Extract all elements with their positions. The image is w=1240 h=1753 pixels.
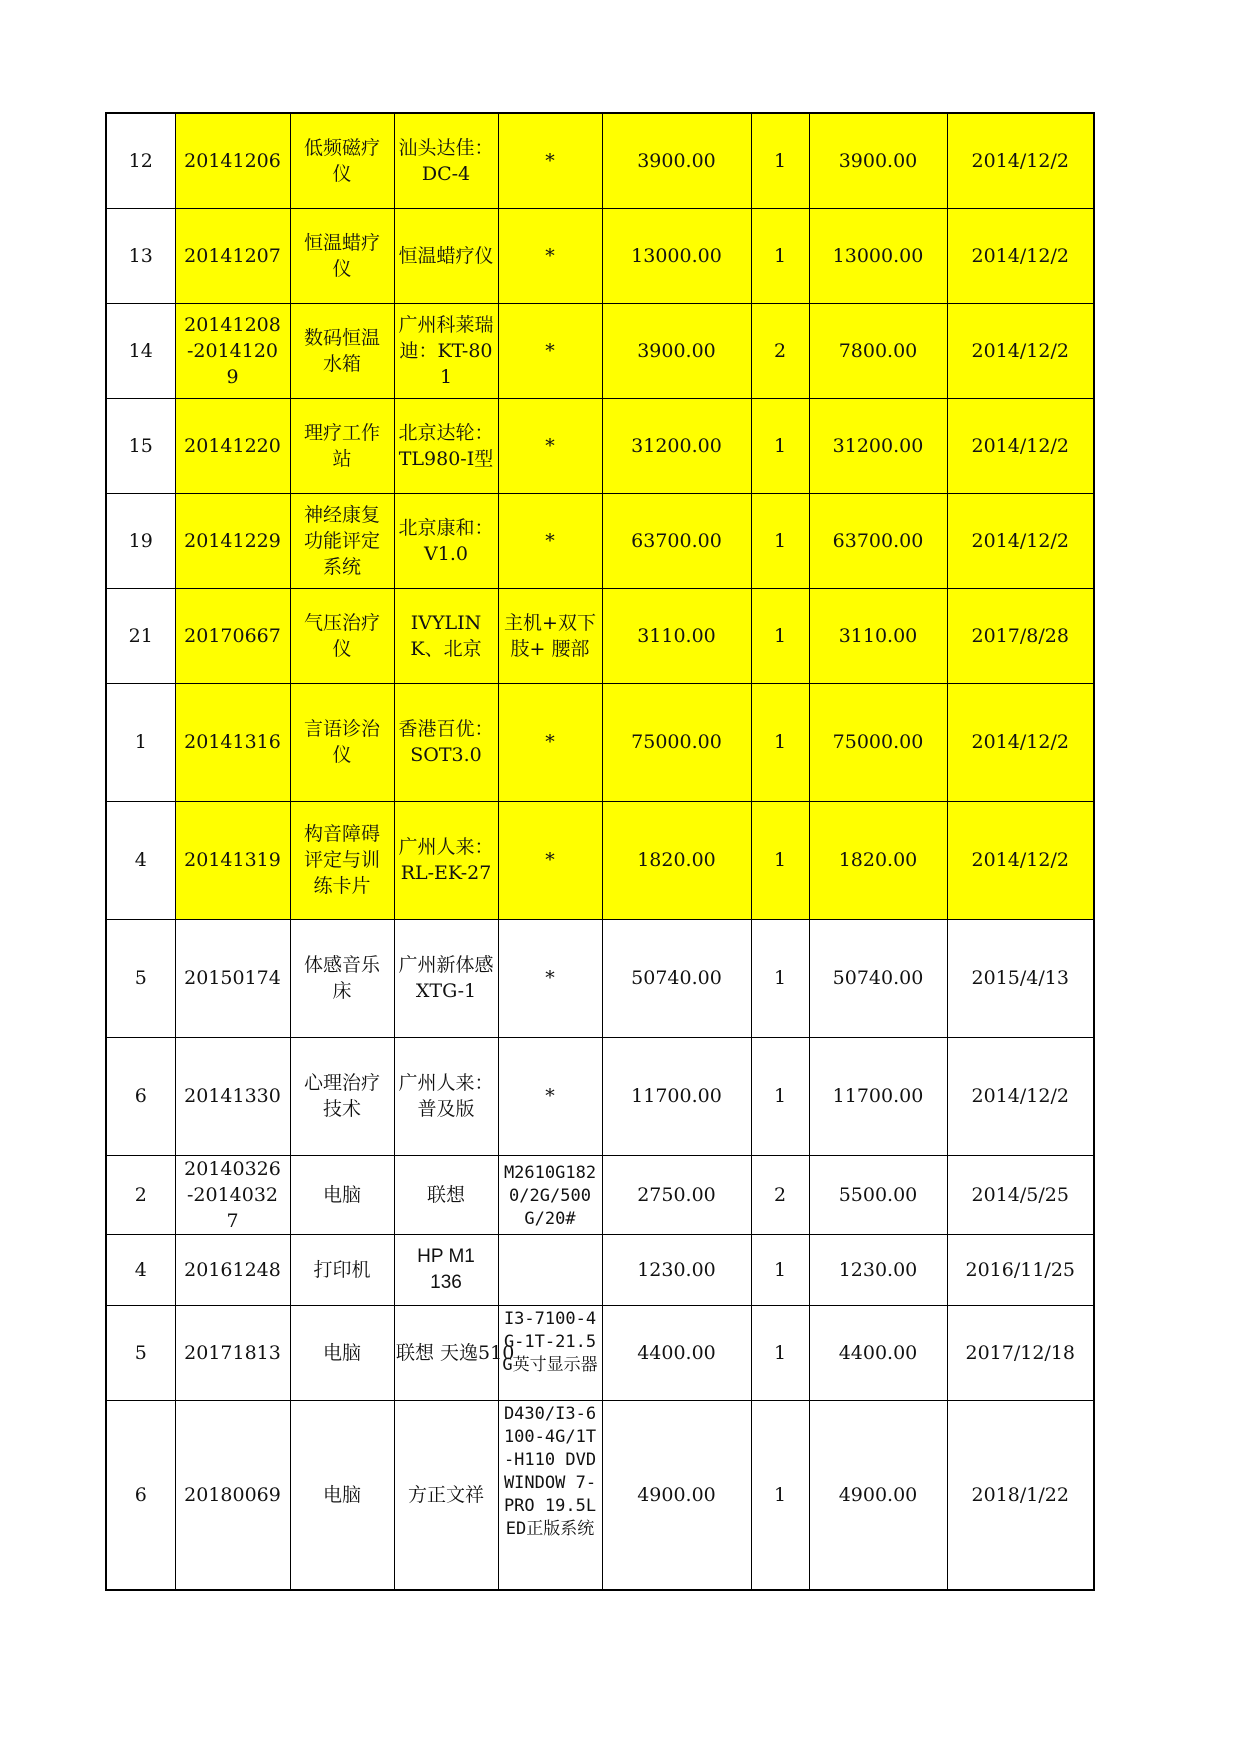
equipment-table xyxy=(105,112,1095,1591)
cell-qty: 2 xyxy=(751,1155,809,1234)
cell-spec: 主机+双下肢+ 腰部 xyxy=(498,588,602,683)
cell-date: 2014/12/2 xyxy=(947,683,1094,801)
cell-date: 2016/11/25 xyxy=(947,1234,1094,1305)
cell-no: 14 xyxy=(106,303,175,398)
cell-spec: * xyxy=(498,113,602,208)
cell-no: 2 xyxy=(106,1155,175,1234)
cell-no: 19 xyxy=(106,493,175,588)
cell-spec: M2610G1820/2G/500G/20# xyxy=(498,1155,602,1234)
cell-price: 63700.00 xyxy=(602,493,751,588)
cell-no: 5 xyxy=(106,1305,175,1400)
cell-price: 13000.00 xyxy=(602,208,751,303)
cell-spec: * xyxy=(498,1037,602,1155)
cell-date: 2014/12/2 xyxy=(947,493,1094,588)
table-row xyxy=(106,919,1094,1037)
table-row xyxy=(106,1155,1094,1234)
cell-model: 北京达轮：TL980-I型 xyxy=(394,398,498,493)
cell-qty: 1 xyxy=(751,683,809,801)
cell-price: 75000.00 xyxy=(602,683,751,801)
cell-model: 广州新体感XTG-1 xyxy=(394,919,498,1037)
cell-name: 体感音乐床 xyxy=(290,919,394,1037)
cell-qty: 1 xyxy=(751,801,809,919)
cell-no: 5 xyxy=(106,919,175,1037)
cell-price: 1230.00 xyxy=(602,1234,751,1305)
table-row xyxy=(106,588,1094,683)
cell-name: 电脑 xyxy=(290,1400,394,1590)
cell-price: 2750.00 xyxy=(602,1155,751,1234)
cell-spec: * xyxy=(498,801,602,919)
cell-qty: 1 xyxy=(751,1037,809,1155)
cell-code: 20141316 xyxy=(175,683,290,801)
cell-date: 2014/12/2 xyxy=(947,208,1094,303)
table-row xyxy=(106,113,1094,208)
cell-amount: 1230.00 xyxy=(809,1234,947,1305)
cell-date: 2018/1/22 xyxy=(947,1400,1094,1590)
cell-price: 50740.00 xyxy=(602,919,751,1037)
cell-date: 2014/12/2 xyxy=(947,113,1094,208)
cell-no: 4 xyxy=(106,1234,175,1305)
cell-amount: 50740.00 xyxy=(809,919,947,1037)
cell-code: 20170667 xyxy=(175,588,290,683)
cell-spec: I3-7100-4G-1T-21.5G英寸显示器 xyxy=(498,1305,602,1400)
cell-qty: 1 xyxy=(751,588,809,683)
cell-code: 20141330 xyxy=(175,1037,290,1155)
table-row xyxy=(106,303,1094,398)
cell-spec: * xyxy=(498,919,602,1037)
cell-model: 联想 xyxy=(394,1155,498,1234)
cell-code: 20180069 xyxy=(175,1400,290,1590)
cell-code: 20141229 xyxy=(175,493,290,588)
table-row xyxy=(106,1037,1094,1155)
cell-code: 20141220 xyxy=(175,398,290,493)
cell-amount: 75000.00 xyxy=(809,683,947,801)
table-row xyxy=(106,398,1094,493)
cell-name: 神经康复功能评定系统 xyxy=(290,493,394,588)
cell-amount: 11700.00 xyxy=(809,1037,947,1155)
cell-code: 20140326-20140327 xyxy=(175,1155,290,1234)
cell-no: 15 xyxy=(106,398,175,493)
cell-amount: 5500.00 xyxy=(809,1155,947,1234)
cell-no: 12 xyxy=(106,113,175,208)
cell-name: 电脑 xyxy=(290,1305,394,1400)
cell-model: 广州科莱瑞迪：KT-801 xyxy=(394,303,498,398)
table-row xyxy=(106,683,1094,801)
cell-qty: 1 xyxy=(751,919,809,1037)
cell-code: 20141207 xyxy=(175,208,290,303)
cell-date: 2014/12/2 xyxy=(947,801,1094,919)
cell-no: 21 xyxy=(106,588,175,683)
cell-no: 4 xyxy=(106,801,175,919)
cell-price: 3900.00 xyxy=(602,303,751,398)
cell-name: 理疗工作站 xyxy=(290,398,394,493)
cell-model: 香港百优：SOT3.0 xyxy=(394,683,498,801)
cell-amount: 63700.00 xyxy=(809,493,947,588)
cell-no: 1 xyxy=(106,683,175,801)
cell-model: 广州人来：RL-EK-27 xyxy=(394,801,498,919)
cell-amount: 4900.00 xyxy=(809,1400,947,1590)
cell-qty: 1 xyxy=(751,398,809,493)
table-row xyxy=(106,1234,1094,1305)
cell-date: 2014/12/2 xyxy=(947,303,1094,398)
cell-model: 联想 天逸510 xyxy=(394,1305,498,1400)
cell-model: 方正文祥 xyxy=(394,1400,498,1590)
cell-name: 构音障碍评定与训练卡片 xyxy=(290,801,394,919)
cell-model: HP M1136 xyxy=(394,1234,498,1305)
cell-code: 20171813 xyxy=(175,1305,290,1400)
cell-code: 20150174 xyxy=(175,919,290,1037)
cell-price: 4900.00 xyxy=(602,1400,751,1590)
cell-spec: * xyxy=(498,493,602,588)
cell-name: 言语诊治仪 xyxy=(290,683,394,801)
cell-spec: * xyxy=(498,398,602,493)
cell-amount: 4400.00 xyxy=(809,1305,947,1400)
cell-no: 6 xyxy=(106,1037,175,1155)
cell-date: 2014/12/2 xyxy=(947,398,1094,493)
cell-model: 恒温蜡疗仪 xyxy=(394,208,498,303)
cell-model: 汕头达佳：DC-4 xyxy=(394,113,498,208)
cell-no: 6 xyxy=(106,1400,175,1590)
cell-qty: 1 xyxy=(751,208,809,303)
cell-date: 2014/5/25 xyxy=(947,1155,1094,1234)
cell-name: 电脑 xyxy=(290,1155,394,1234)
cell-amount: 3110.00 xyxy=(809,588,947,683)
cell-price: 11700.00 xyxy=(602,1037,751,1155)
cell-name: 心理治疗技术 xyxy=(290,1037,394,1155)
cell-spec: D430/I3-6100-4G/1T-H110 DVD WINDOW 7-PRO 19.5LED正版系统 xyxy=(498,1400,602,1590)
cell-date: 2017/12/18 xyxy=(947,1305,1094,1400)
cell-code: 20141208-20141209 xyxy=(175,303,290,398)
cell-spec: * xyxy=(498,683,602,801)
cell-qty: 1 xyxy=(751,113,809,208)
table-row xyxy=(106,208,1094,303)
cell-name: 恒温蜡疗仪 xyxy=(290,208,394,303)
cell-qty: 2 xyxy=(751,303,809,398)
table-row xyxy=(106,1400,1094,1590)
cell-no: 13 xyxy=(106,208,175,303)
cell-model: IVYLINK、北京 xyxy=(394,588,498,683)
cell-date: 2015/4/13 xyxy=(947,919,1094,1037)
cell-amount: 7800.00 xyxy=(809,303,947,398)
cell-date: 2014/12/2 xyxy=(947,1037,1094,1155)
cell-qty: 1 xyxy=(751,1400,809,1590)
cell-amount: 1820.00 xyxy=(809,801,947,919)
cell-price: 31200.00 xyxy=(602,398,751,493)
cell-amount: 13000.00 xyxy=(809,208,947,303)
cell-date: 2017/8/28 xyxy=(947,588,1094,683)
cell-qty: 1 xyxy=(751,493,809,588)
cell-name: 气压治疗仪 xyxy=(290,588,394,683)
cell-code: 20161248 xyxy=(175,1234,290,1305)
cell-qty: 1 xyxy=(751,1234,809,1305)
cell-spec: * xyxy=(498,208,602,303)
cell-name: 数码恒温水箱 xyxy=(290,303,394,398)
table-row xyxy=(106,493,1094,588)
cell-name: 低频磁疗仪 xyxy=(290,113,394,208)
cell-price: 3110.00 xyxy=(602,588,751,683)
cell-model: 北京康和：V1.0 xyxy=(394,493,498,588)
cell-model: 广州人来：普及版 xyxy=(394,1037,498,1155)
cell-spec xyxy=(498,1234,602,1305)
cell-price: 4400.00 xyxy=(602,1305,751,1400)
cell-code: 20141319 xyxy=(175,801,290,919)
cell-qty: 1 xyxy=(751,1305,809,1400)
cell-price: 1820.00 xyxy=(602,801,751,919)
table-row xyxy=(106,801,1094,919)
cell-code: 20141206 xyxy=(175,113,290,208)
cell-price: 3900.00 xyxy=(602,113,751,208)
cell-name: 打印机 xyxy=(290,1234,394,1305)
table-row xyxy=(106,1305,1094,1400)
cell-amount: 31200.00 xyxy=(809,398,947,493)
cell-amount: 3900.00 xyxy=(809,113,947,208)
cell-spec: * xyxy=(498,303,602,398)
